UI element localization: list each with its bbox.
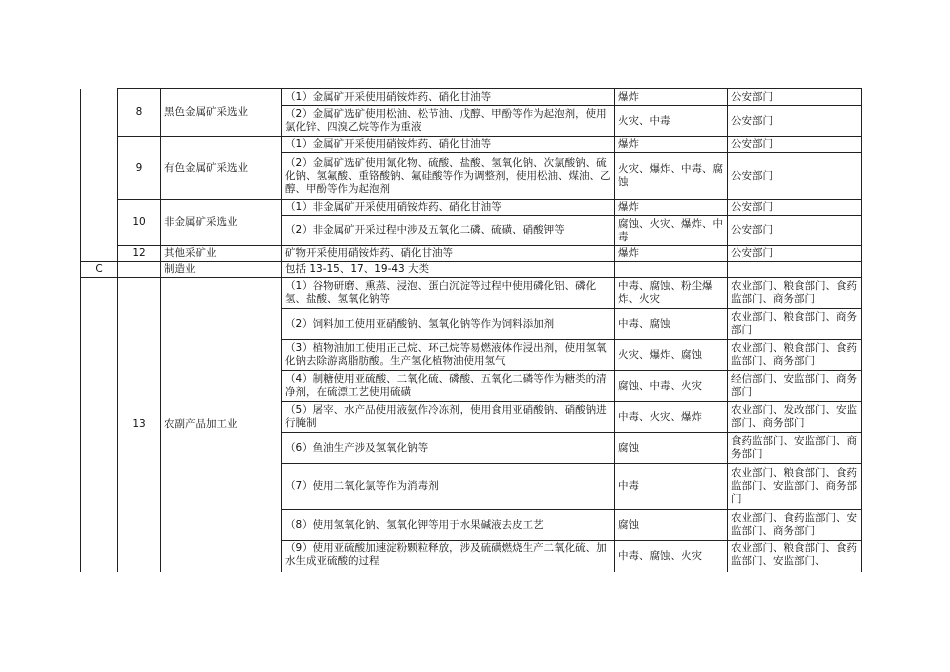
hazard-description: （5）屠宰、水产品使用液氨作冷冻剂，使用食用亚硝酸钠、硝酸钠进行腌制 (282, 402, 615, 433)
hazard-type: 中毒、腐蚀 (615, 309, 728, 340)
hazard-table (80, 88, 862, 262)
industry-number: 8 (118, 89, 161, 137)
section-scope: 包括 13-15、17、19-43 大类 (282, 262, 615, 278)
industry-number: 12 (118, 246, 161, 262)
hazard-description: （1）非金属矿开采使用硝铵炸药、硝化甘油等 (282, 200, 615, 216)
supervising-department: 经信部门、安监部门、商务部门 (728, 371, 862, 402)
table-row (81, 246, 862, 262)
hazard-description: （9）使用亚硫酸加速淀粉颗粒释放，涉及硫磺燃烧生产二氧化硫、加水生成亚硫酸的过程 (282, 541, 615, 572)
hazard-type: 中毒、腐蚀、粉尘爆炸、火灾 (615, 278, 728, 309)
supervising-department: 公安部门 (728, 200, 862, 216)
table-row (81, 200, 862, 216)
supervising-department: 农业部门、粮食部门、食药监部门、安监部门、商务部门 (728, 464, 862, 510)
supervising-department: 农业部门、食药监部门、安监部门、商务部门 (728, 510, 862, 541)
industry-number: 9 (118, 137, 161, 200)
hazard-type: 爆炸 (615, 89, 728, 106)
hazard-description: （1）金属矿开采使用硝铵炸药、硝化甘油等 (282, 137, 615, 153)
hazard-type: 中毒、火灾、爆炸 (615, 402, 728, 433)
table-row (81, 89, 862, 106)
section-empty (615, 262, 728, 278)
table-row (81, 278, 862, 309)
industry-name: 黑色金属矿采选业 (161, 89, 282, 137)
section-code: C (81, 262, 118, 278)
industry-name: 有色金属矿采选业 (161, 137, 282, 200)
hazard-table-manufacturing (80, 261, 862, 572)
industry-number: 10 (118, 200, 161, 246)
industry-name: 农副产品加工业 (161, 278, 282, 572)
table-row (81, 137, 862, 153)
hazard-description: （2）金属矿选矿使用松油、松节油、戊醇、甲酚等作为起泡剂，使用氯化锌、四溴乙烷等作为重液 (282, 106, 615, 137)
supervising-department: 农业部门、粮食部门、食药监部门、安监部门、 (728, 541, 862, 572)
supervising-department: 公安部门 (728, 153, 862, 200)
hazard-description: （2）金属矿选矿使用氰化物、硫酸、盐酸、氢氧化钠、次氯酸钠、硫化钠、氢氟酸、重铬酸钠、氟硅酸等作为调整剂，使用松油、煤油、乙醇、甲酚等作为起泡剂 (282, 153, 615, 200)
hazard-description: （2）非金属矿开采过程中涉及五氧化二磷、硫磺、硝酸钾等 (282, 216, 615, 246)
hazard-description: （7）使用二氧化氯等作为消毒剂 (282, 464, 615, 510)
industry-name: 非金属矿采选业 (161, 200, 282, 246)
hazard-description: （4）制糖使用亚硫酸、二氧化硫、磷酸、五氧化二磷等作为糖类的清净剂，在硫漂工艺使用硫磺 (282, 371, 615, 402)
supervising-department: 农业部门、粮食部门、食药监部门、商务部门 (728, 278, 862, 309)
section-name: 制造业 (161, 262, 282, 278)
section-empty (728, 262, 862, 278)
industry-number: 13 (118, 278, 161, 572)
hazard-type: 火灾、爆炸、中毒、腐蚀 (615, 153, 728, 200)
supervising-department: 公安部门 (728, 137, 862, 153)
hazard-description: （8）使用氢氧化钠、氢氧化钾等用于水果碱液去皮工艺 (282, 510, 615, 541)
hazard-type: 腐蚀 (615, 510, 728, 541)
hazard-description: （6）鱼油生产涉及氢氧化钠等 (282, 433, 615, 464)
supervising-department: 农业部门、发改部门、安监部门、商务部门 (728, 402, 862, 433)
hazard-description: （1）金属矿开采使用硝铵炸药、硝化甘油等 (282, 89, 615, 106)
hazard-type: 腐蚀、火灾、爆炸、中毒 (615, 216, 728, 246)
hazard-type: 爆炸 (615, 137, 728, 153)
hazard-description: 矿物开采使用硝铵炸药、硝化甘油等 (282, 246, 615, 262)
hazard-type: 中毒、腐蚀、火灾 (615, 541, 728, 572)
hazard-type: 爆炸 (615, 246, 728, 262)
hazard-description: （2）饲料加工使用亚硝酸钠、氢氧化钠等作为饲料添加剂 (282, 309, 615, 340)
category-column-cell (81, 278, 118, 572)
industry-name: 其他采矿业 (161, 246, 282, 262)
supervising-department: 公安部门 (728, 106, 862, 137)
hazard-type: 爆炸 (615, 200, 728, 216)
section-row (81, 262, 862, 278)
hazard-type: 腐蚀 (615, 433, 728, 464)
section-spacer (118, 262, 161, 278)
hazard-description: （3）植物油加工使用正己烷、环己烷等易燃液体作浸出剂，使用氢氧化钠去除游离脂肪酸。生产氢化植物油使用氢气 (282, 340, 615, 371)
supervising-department: 食药监部门、安监部门、商务部门 (728, 433, 862, 464)
supervising-department: 公安部门 (728, 216, 862, 246)
category-column-cell (81, 89, 118, 262)
supervising-department: 农业部门、粮食部门、食药监部门、商务部门 (728, 340, 862, 371)
supervising-department: 公安部门 (728, 246, 862, 262)
hazard-type: 火灾、中毒 (615, 106, 728, 137)
hazard-table-page (80, 88, 862, 262)
supervising-department: 公安部门 (728, 89, 862, 106)
hazard-type: 火灾、爆炸、腐蚀 (615, 340, 728, 371)
hazard-description: （1）谷物研磨、熏蒸、浸泡、蛋白沉淀等过程中使用磷化铝、磷化氢、盐酸、氢氧化钠等 (282, 278, 615, 309)
supervising-department: 农业部门、粮食部门、商务部门 (728, 309, 862, 340)
manufacturing-section (80, 261, 862, 572)
hazard-type: 腐蚀、中毒、火灾 (615, 371, 728, 402)
hazard-type: 中毒 (615, 464, 728, 510)
